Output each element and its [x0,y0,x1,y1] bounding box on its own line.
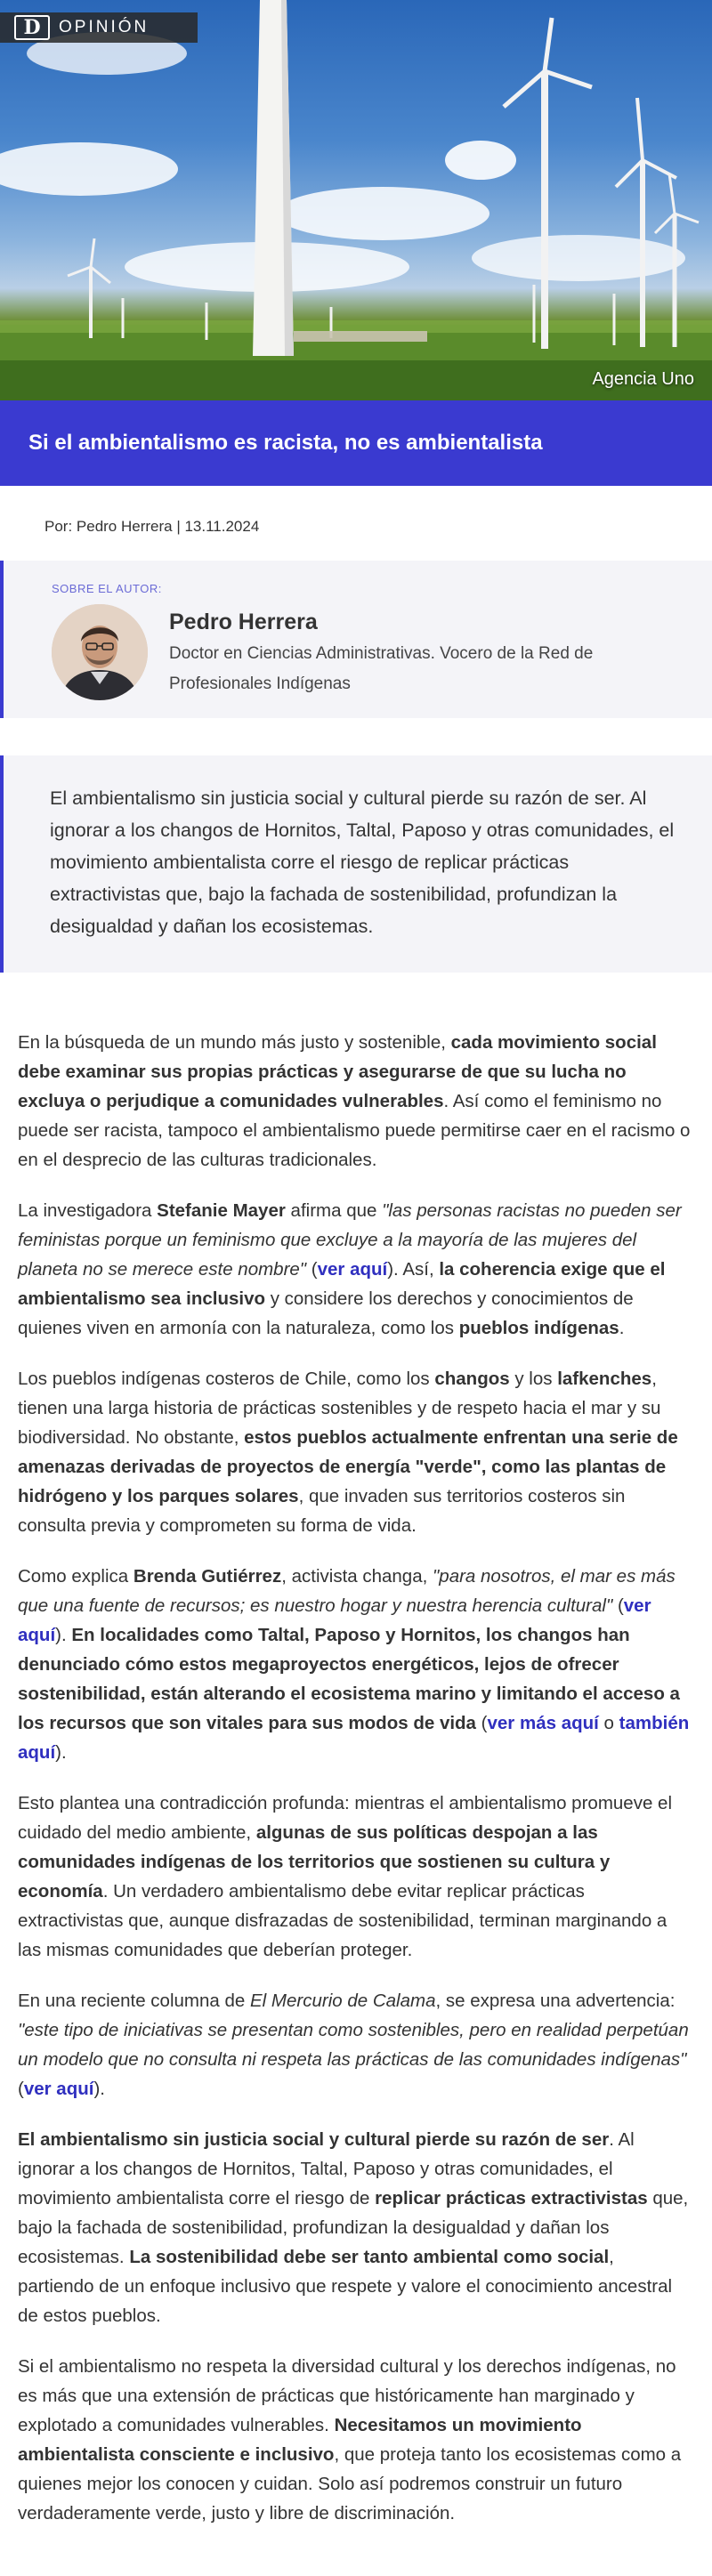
text: ). [55,1742,67,1763]
author-box [0,561,712,718]
bold-text: pueblos indígenas [458,1318,619,1338]
wind-farm-illustration [0,0,712,400]
title-bar [0,400,712,486]
author-photo-icon [52,604,148,700]
paragraph-4 [18,1562,692,1767]
source-link[interactable]: también aquí [18,1713,690,1763]
quote-text: "para nosotros, el mar es más que una fuente de recursos; es nuestro hogar y nuestra herencia cultural" [18,1566,676,1616]
bold-text: changos [434,1369,510,1389]
bold-text: algunas de sus políticas despojan a las comunidades indígenas de los territorios que sostienen su cultura y economía [18,1822,611,1902]
summary-text: El ambientalismo sin justicia social y cultural pierde su razón de ser. Al ignorar a los changos de Hornitos, Taltal, Paposo y otras comunidades, el movimiento ambientalista corre el riesgo de replicar prácticas extractivistas que, bajo la fachada de sostenibilidad, profundizan la desigualdad y dañan los ecosistemas. [50,787,675,937]
avatar [52,604,148,700]
text: y los [509,1369,558,1389]
paragraph-7 [18,2125,692,2330]
section-label: OPINIÓN [59,18,150,36]
bold-text: El ambientalismo sin justicia social y cultural pierde su razón de ser [18,2129,610,2150]
text: Esto plantea una contradicción profunda: mientras el ambientalismo promueve el cuidado del medio ambiente, [18,1793,672,1843]
text: En la búsqueda de un mundo más justo y sostenible, [18,1032,451,1053]
photo-credit: Agencia Uno [592,369,694,389]
paragraph-1 [18,1028,692,1175]
italic-text: El Mercurio de Calama [249,1991,436,2011]
text: y considere los derechos y conocimientos de quienes viven en armonía con la naturaleza, como los [18,1288,634,1338]
text: , se expresa una advertencia: [435,1991,676,2011]
author-label: SOBRE EL AUTOR: [52,582,162,595]
text: Como explica [18,1566,134,1587]
text: o [598,1713,619,1733]
paragraph-6 [18,1986,692,2104]
text: , partiendo de un enfoque inclusivo que respete y valore el conocimiento ancestral de estos pueblos. [18,2247,673,2326]
author-info [169,610,668,700]
bold-text: lafkenches [557,1369,652,1389]
text: La investigadora [18,1200,158,1221]
quote-text: "este tipo de iniciativas se presentan como sostenibles, pero en realidad perpetúan un modelo que no consulta ni respeta las prácticas de las comunidades indígenas" [18,2020,689,2070]
text: ( [18,2079,24,2099]
quote-text: "las personas racistas no pueden ser feministas porque un feminismo que excluye a la mayoría de las mujeres del planeta no se merece este nombre" [18,1200,682,1280]
bold-text: En localidades como Taltal, Paposo y Hornitos, los changos han denunciado cómo estos megaproyectos energéticos, lejos de ofrecer sostenibilidad, están alterando el ecosistema marino y limitando el acceso a los recursos que son vitales para sus modos de vida [18,1625,680,1733]
hero-image [0,0,712,400]
text: que, bajo la fachada de sostenibilidad, profundizan la desigualdad y dañan los ecosistemas. [18,2188,689,2267]
brand-logo-icon: D [14,15,50,40]
article-body [0,973,712,2576]
bold-text: La sostenibilidad debe ser tanto ambiental como social [129,2247,610,2267]
text: Los pueblos indígenas costeros de Chile, como los [18,1369,435,1389]
author-row [52,604,668,700]
text: ). [55,1625,72,1645]
text: . [619,1318,625,1338]
text: ). [93,2079,105,2099]
text: , activista changa, [281,1566,433,1587]
paragraph-8 [18,2352,692,2528]
text: . Un verdadero ambientalismo debe evitar replicar prácticas extractivistas que, aunque disfrazadas de sostenibilidad, terminan marginando a las mismas comunidades que deberían proteger. [18,1881,668,1960]
source-link[interactable]: ver aquí [23,2079,94,2099]
article-title: Si el ambientalismo es racista, no es ambientalista [28,431,543,455]
source-link[interactable]: ver aquí [18,1595,651,1645]
source-link[interactable]: ver aquí [317,1259,388,1280]
bold-text: Brenda Gutiérrez [133,1566,282,1587]
text: , que proteja tanto los ecosistemas como a quienes mejor los conocen y cuidan. Solo así podremos construir un futuro verdaderamente verde, justo y libre de discriminación. [18,2444,682,2524]
brand-badge[interactable] [0,12,198,43]
byline: Por: Pedro Herrera | 13.11.2024 [44,518,260,535]
text: , tienen una larga historia de prácticas sostenibles y de respeto hacia el mar y su biodiversidad. No obstante, [18,1369,661,1448]
text: ). Así, [387,1259,440,1280]
bold-text: Necesitamos un movimiento ambientalista consciente e inclusivo [18,2415,582,2465]
bold-text: la coherencia exige que el ambientalismo sea inclusivo [18,1259,666,1309]
text: , que invaden sus territorios costeros sin consulta previa y comprometen su forma de vida. [18,1486,626,1536]
text: ( [612,1595,624,1616]
paragraph-3 [18,1364,692,1540]
text: . Así como el feminismo no puede ser racista, tampoco el ambientalismo puede permitirse caer en el racismo o en el desprecio de las culturas tradicionales. [18,1091,691,1170]
bold-text: Stefanie Mayer [157,1200,286,1221]
bold-text: estos pueblos actualmente enfrentan una serie de amenazas derivadas de proyectos de energía "verde", como las plantas de hidrógeno y los parques solares [18,1427,678,1506]
text: afirma que [285,1200,383,1221]
bold-text: cada movimiento social debe examinar sus propias prácticas y asegurarse de que su lucha no excluya o perjudique a comunidades vulnerables [18,1032,657,1111]
author-name[interactable]: Pedro Herrera [169,610,318,634]
text: Si el ambientalismo no respeta la diversidad cultural y los derechos indígenas, no es más que una extensión de prácticas que históricamente han marginado y explotado a comunidades vulnerables. [18,2356,676,2435]
text: . Al ignorar a los changos de Hornitos, Taltal, Paposo y otras comunidades, el movimiento ambientalista corre el riesgo de [18,2129,635,2209]
text: ( [475,1713,488,1733]
text: ( [306,1259,318,1280]
bold-text: replicar prácticas extractivistas [375,2188,648,2209]
summary-box [0,755,712,973]
source-link[interactable]: ver más aquí [487,1713,599,1733]
paragraph-5 [18,1789,692,1965]
author-description: Doctor en Ciencias Administrativas. Vocero de la Red de Profesionales Indígenas [169,644,594,693]
paragraph-2 [18,1196,692,1343]
text: En una reciente columna de [18,1991,250,2011]
